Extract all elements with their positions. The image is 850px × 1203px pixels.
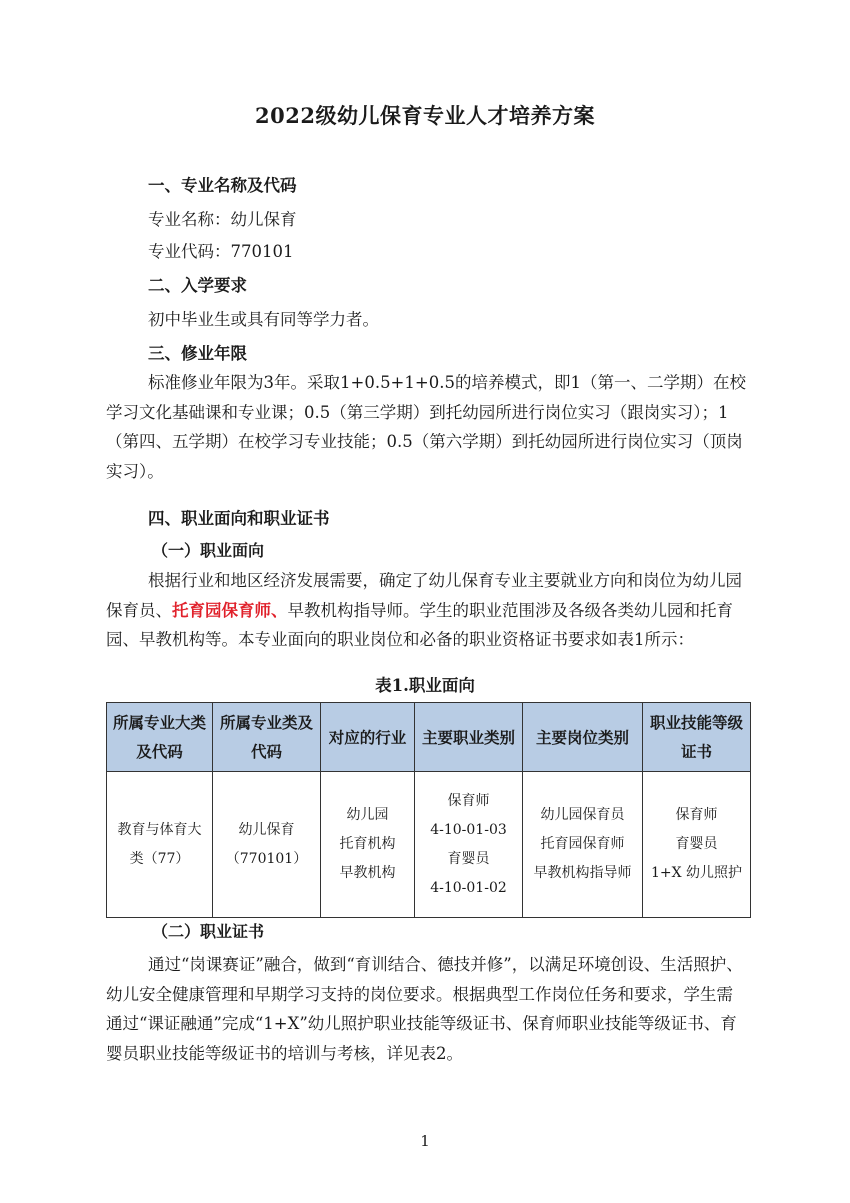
career-text-before: 根据行业和地区经济发展需要，确定了幼儿保育专业主要就业方向和岗位为幼儿园保育员、 [106, 571, 742, 620]
table-cell-industry: 幼儿园 托育机构 早教机构 [321, 772, 415, 918]
table-cell-certificate: 保育师 育婴员 1+X 幼儿照护 [643, 772, 751, 918]
career-text-after: 早教机构指导师。学生的职业范围涉及各级各类幼儿园和托育园、早教机构等。本专业面向的职业岗位和必备的职业资格证书要求如表1所示： [106, 600, 733, 649]
section3-heading: 三、修业年限 [148, 344, 247, 363]
career-paragraph [106, 566, 746, 655]
table-cell-class: 幼儿保育（770101） [213, 772, 321, 918]
table-header-cell: 职业技能等级证书 [643, 703, 751, 772]
table-header-cell: 所属专业大类及代码 [107, 703, 213, 772]
sub1-heading: （一）职业面向 [152, 541, 265, 560]
table-header-cell: 主要岗位类别 [523, 703, 643, 772]
table-header-cell: 对应的行业 [321, 703, 415, 772]
table-header-cell: 所属专业类及代码 [213, 703, 321, 772]
document-title: 2022级幼儿保育专业人才培养方案 [255, 103, 595, 128]
section1-heading: 一、专业名称及代码 [148, 176, 297, 195]
duration-text: 标准修业年限为3年。采取1+0.5+1+0.5的培养模式，即1（第一、二学期）在校学习文化基础课和专业课；0.5（第三学期）到托幼园所进行岗位实习（跟岗实习）；1（第四、五学期）在校学习专业技能；0.5（第六学期）到托幼园所进行岗位实习（顶岗实习）。 [106, 373, 746, 481]
table-header-row [107, 703, 751, 772]
table-caption: 表1.职业面向 [375, 676, 475, 695]
table-row [107, 772, 751, 918]
table-cell-category: 教育与体育大类（77） [107, 772, 213, 918]
section4-heading: 四、职业面向和职业证书 [148, 509, 330, 528]
career-text-highlight: 托育园保育师、 [172, 600, 288, 620]
page-number: 1 [420, 1132, 430, 1150]
major-code: 专业代码：770101 [148, 242, 294, 261]
certificate-paragraph [106, 950, 746, 1068]
table-cell-occupation: 保育师 4-10-01-03 育婴员 4-10-01-02 [415, 772, 523, 918]
sub2-heading: （二）职业证书 [152, 922, 265, 941]
certificate-text: 通过“岗课赛证”融合，做到“育训结合、德技并修”，以满足环境创设、生活照护、幼儿安全健康管理和早期学习支持的岗位要求。根据典型工作岗位任务和要求，学生需通过“课证融通”完成“1+X”幼儿照护职业技能等级证书、保育师职业技能等级证书、育婴员职业技能等级证书的培训与考核，详见表2。 [106, 955, 743, 1063]
table-cell-post: 幼儿园保育员 托育园保育师 早教机构指导师 [523, 772, 643, 918]
table-header-cell: 主要职业类别 [415, 703, 523, 772]
admission-text: 初中毕业生或具有同等学力者。 [148, 310, 379, 329]
section2-heading: 二、入学要求 [148, 276, 247, 295]
duration-paragraph [106, 368, 746, 486]
career-table [106, 702, 751, 918]
major-name: 专业名称：幼儿保育 [148, 210, 297, 229]
